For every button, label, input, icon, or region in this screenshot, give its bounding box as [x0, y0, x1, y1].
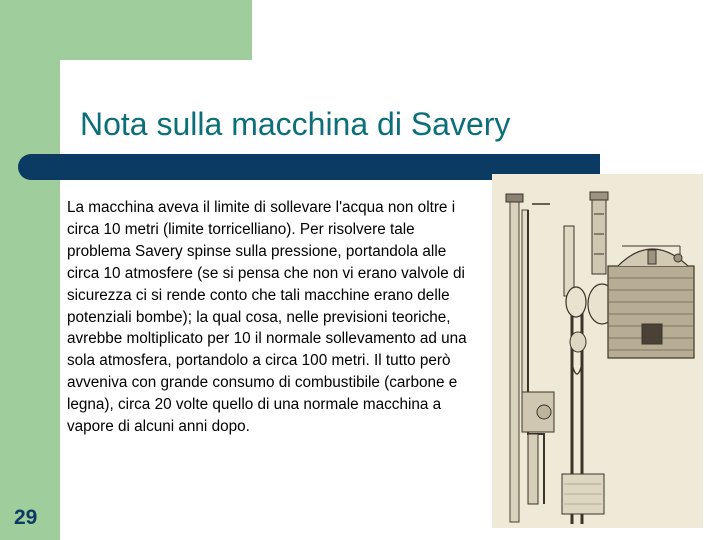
savery-engine-illustration [492, 174, 703, 528]
slide-body-text: La macchina aveva il limite di sollevare l'acqua non oltre i circa 10 metri (limite torricelliano). Per risolvere tale problema Savery spinse sulla pressione, portandola alle circa 10 atmosfere (se si pensa che non vi erano valvole di sicurezza ci si rende conto che tali macchine erano delle potenziali bombe); la qual cosa, nelle previsioni teoriche, avrebbe moltiplicato per 10 il normale sollevamento ad una sola atmosfera, portandolo a circa 100 metri. Il tutto però avveniva con grande consumo di combustibile (carbone e legna), circa 20 volte quello di una normale macchina a vapore di alcuni anni dopo. [67, 199, 467, 436]
green-side-band [0, 0, 60, 540]
page-number: 29 [14, 506, 38, 529]
green-top-band [60, 0, 252, 60]
engine-drawing-icon [492, 174, 703, 528]
slide-title: Nota sulla macchina di Savery [80, 106, 511, 142]
